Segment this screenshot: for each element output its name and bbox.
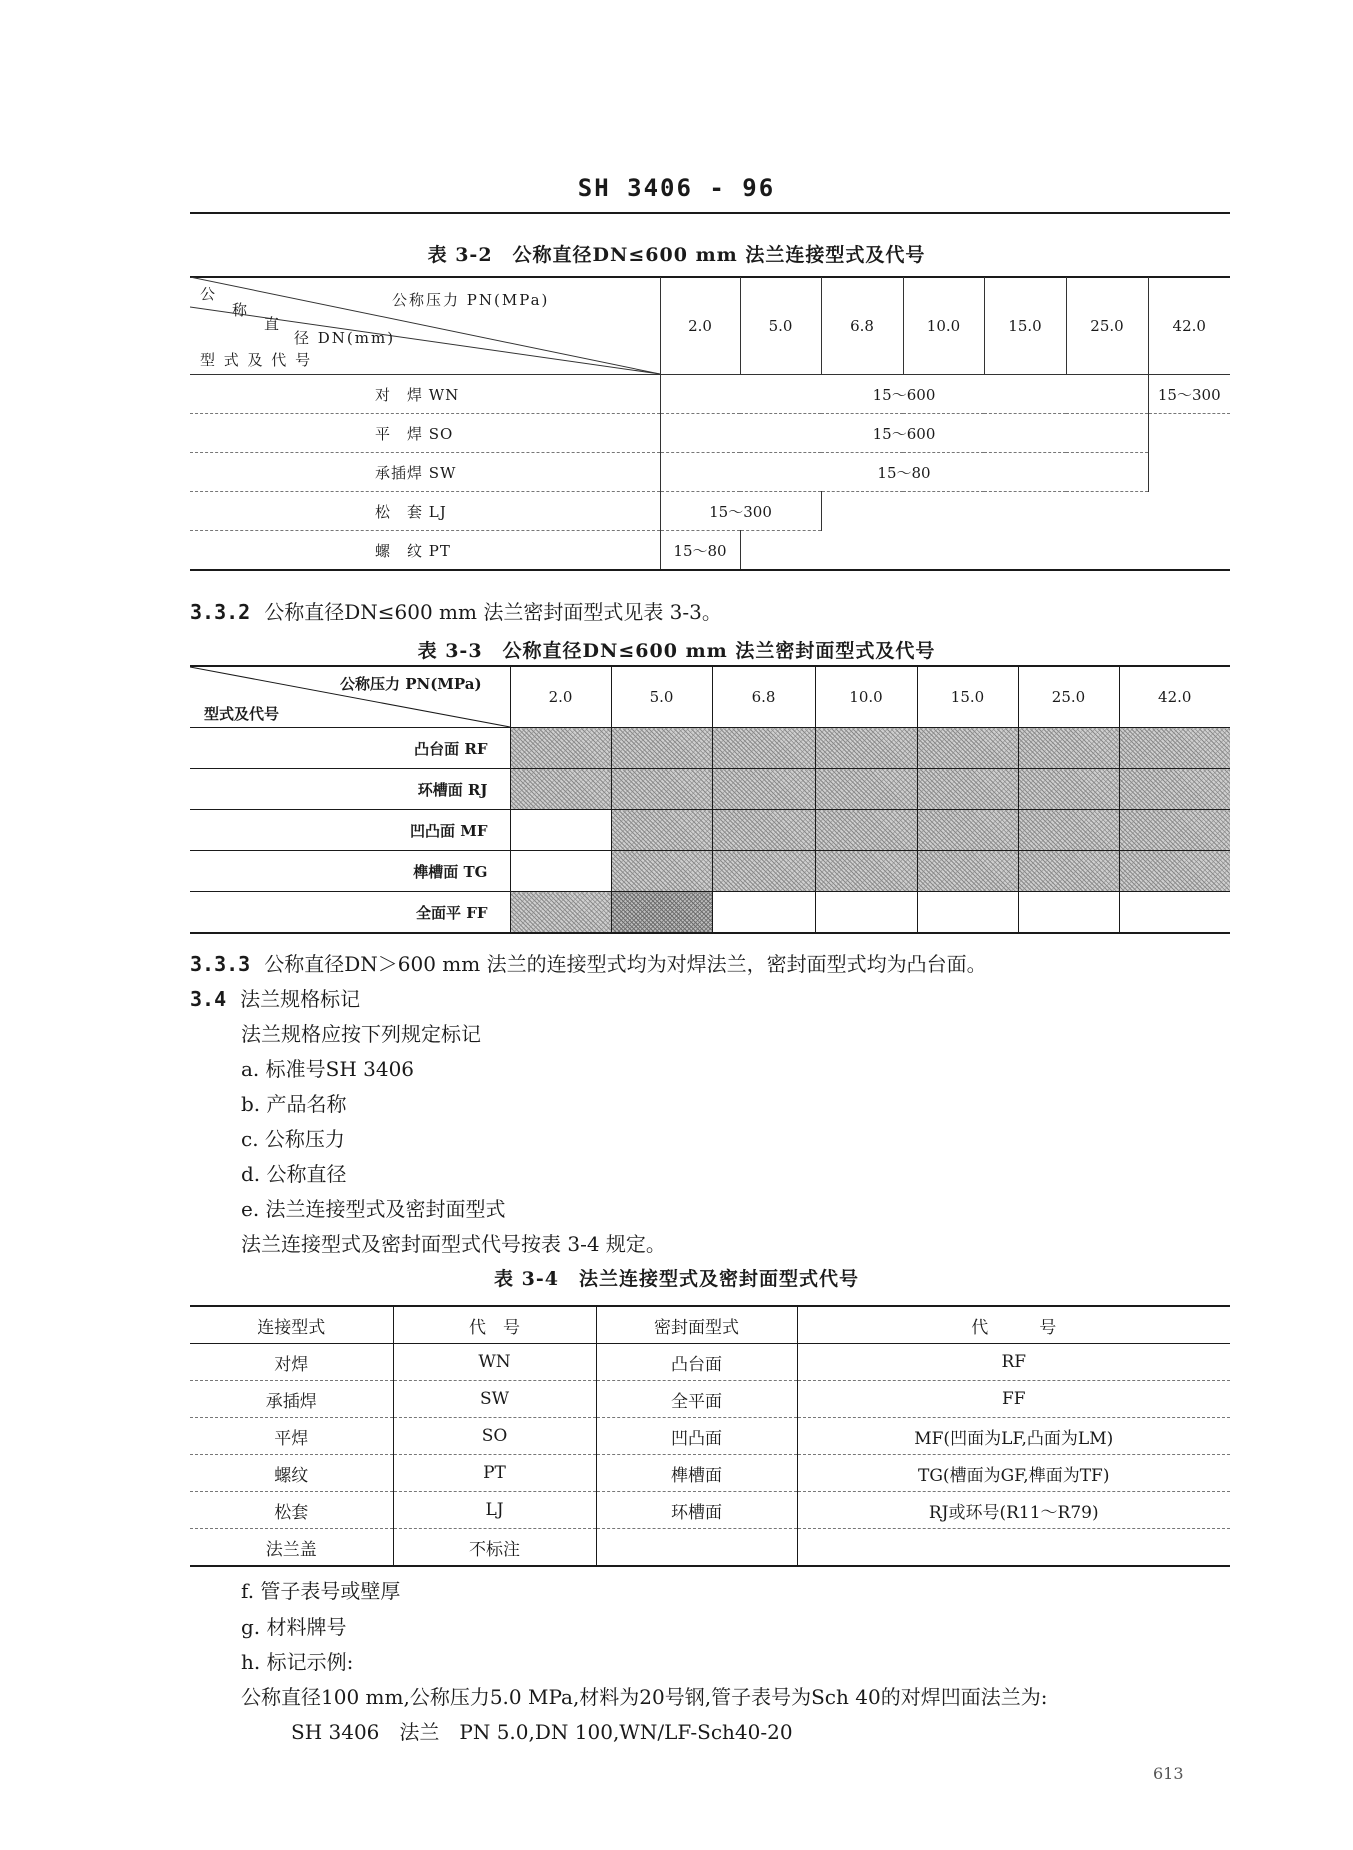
applicable-cell	[1119, 728, 1230, 769]
applicable-cell	[510, 728, 611, 769]
paragraph-text: 公称直径DN＞600 mm 法兰的连接型式均为对焊法兰，密封面型式均为凸台面。	[264, 952, 987, 976]
table-3-2-corner-cell	[190, 277, 660, 375]
applicable-cell	[712, 769, 815, 810]
row-label-pt: 螺 纹 PT	[190, 531, 660, 571]
document-header: SH 3406 - 96	[577, 174, 776, 202]
paragraph-text: 公称直径DN≤600 mm 法兰密封面型式见表 3-3。	[264, 600, 722, 624]
applicable-cell	[611, 810, 712, 851]
header-connection-code: 代 号	[393, 1306, 596, 1344]
table-row	[190, 375, 1230, 414]
applicable-cell	[1119, 810, 1230, 851]
connection-type-cell: 对焊	[190, 1344, 393, 1381]
table-3-4-header-row	[190, 1306, 1230, 1344]
list-item: g. 材料牌号	[241, 1615, 347, 1639]
face-type-label: 环槽面 RJ	[190, 769, 510, 810]
face-type-cell	[596, 1529, 797, 1567]
applicable-cell	[712, 728, 815, 769]
connection-code-cell: WN	[393, 1344, 596, 1381]
paragraph-3-3-2	[190, 596, 722, 625]
face-type-label: 榫槽面 TG	[190, 851, 510, 892]
table-row	[190, 1344, 1230, 1381]
face-code-cell: MF(凹面为LF,凸面为LM)	[797, 1418, 1230, 1455]
applicable-cell	[611, 851, 712, 892]
face-type-cell: 全平面	[596, 1381, 797, 1418]
applicable-cell	[1018, 810, 1119, 851]
applicable-cell	[1018, 728, 1119, 769]
list-item: d. 公称直径	[241, 1162, 347, 1186]
table-row	[190, 492, 1230, 531]
corner-pressure-label: 公称压力 PN(MPa)	[392, 291, 550, 309]
applicable-cell	[917, 769, 1018, 810]
applicable-cell	[712, 851, 815, 892]
applicable-cell	[1018, 851, 1119, 892]
intro-text: 法兰规格应按下列规定标记	[241, 1022, 481, 1046]
pressure-10-0: 10.0	[903, 277, 984, 375]
connection-code-cell: SO	[393, 1418, 596, 1455]
table-3-2-header-row	[190, 277, 1230, 375]
face-type-cell: 环槽面	[596, 1492, 797, 1529]
header-connection-type: 连接型式	[190, 1306, 393, 1344]
range-pt: 15～80	[660, 531, 740, 571]
pressure-6-8: 6.8	[712, 666, 815, 728]
corner-char-2: 称	[232, 301, 250, 319]
table-row	[190, 453, 1230, 492]
section-title: 法兰规格标记	[240, 987, 361, 1011]
range-wn: 15～600	[660, 375, 1148, 414]
corner-pressure-label: 公称压力 PN(MPa)	[340, 675, 482, 693]
page-number: 613	[1153, 1764, 1184, 1783]
row-label-wn: 对 焊 WN	[190, 375, 660, 414]
section-number: 3.3.2	[190, 600, 251, 624]
header-face-type: 密封面型式	[596, 1306, 797, 1344]
corner-diameter-label: 径 DN(mm)	[294, 329, 396, 347]
list-item: a. 标准号SH 3406	[241, 1057, 415, 1081]
section-number: 3.3.3	[190, 952, 251, 976]
table-3-4	[190, 1305, 1230, 1567]
list-item: e. 法兰连接型式及密封面型式	[241, 1197, 506, 1221]
connection-code-cell: LJ	[393, 1492, 596, 1529]
corner-char-3: 直	[264, 315, 282, 333]
empty-cell	[1148, 414, 1230, 453]
applicable-cell	[815, 769, 917, 810]
applicable-cell	[611, 728, 712, 769]
applicable-cell	[510, 892, 611, 934]
table-3-4-reference: 法兰连接型式及密封面型式代号按表 3-4 规定。	[241, 1232, 666, 1256]
applicable-cell	[917, 728, 1018, 769]
not-applicable-cell	[712, 892, 815, 934]
table-3-2	[190, 277, 1230, 571]
applicable-cell	[510, 769, 611, 810]
pressure-25-0: 25.0	[1066, 277, 1148, 375]
row-label-sw: 承插焊 SW	[190, 453, 660, 492]
applicable-cell	[1119, 851, 1230, 892]
list-item: b. 产品名称	[241, 1092, 347, 1116]
pressure-6-8: 6.8	[821, 277, 903, 375]
applicable-cell	[712, 810, 815, 851]
applicable-cell	[917, 810, 1018, 851]
not-applicable-cell	[510, 851, 611, 892]
connection-code-cell: 不标注	[393, 1529, 596, 1567]
table-3-4-body	[190, 1344, 1230, 1567]
range-wn-42: 15～300	[1148, 375, 1230, 414]
face-type-cell: 凹凸面	[596, 1418, 797, 1455]
applicable-cell	[611, 769, 712, 810]
applicable-cell	[815, 851, 917, 892]
header-rule	[190, 212, 1230, 214]
row-label-so: 平 焊 SO	[190, 414, 660, 453]
range-so: 15～600	[660, 414, 1148, 453]
range-sw: 15～80	[660, 453, 1148, 492]
pressure-2-0: 2.0	[660, 277, 740, 375]
table-3-3-caption: 表 3-3 公称直径DN≤600 mm 法兰密封面型式及代号	[417, 640, 936, 662]
empty-cell	[1148, 453, 1230, 492]
connection-type-cell: 松套	[190, 1492, 393, 1529]
connection-code-cell: SW	[393, 1381, 596, 1418]
not-applicable-cell	[1018, 892, 1119, 934]
face-code-cell	[797, 1529, 1230, 1567]
table-row	[190, 810, 1230, 851]
row-label-lj: 松 套 LJ	[190, 492, 660, 531]
table-row	[190, 1381, 1230, 1418]
table-row	[190, 1455, 1230, 1492]
not-applicable-cell	[815, 892, 917, 934]
connection-code-cell: PT	[393, 1455, 596, 1492]
table-3-2-caption: 表 3-2 公称直径DN≤600 mm 法兰连接型式及代号	[427, 244, 926, 266]
pressure-42-0: 42.0	[1119, 666, 1230, 728]
section-number: 3.4	[190, 987, 227, 1011]
applicable-cell	[917, 851, 1018, 892]
table-row	[190, 892, 1230, 934]
applicable-cell	[1018, 769, 1119, 810]
face-code-cell: FF	[797, 1381, 1230, 1418]
face-code-cell: TG(槽面为GF,榫面为TF)	[797, 1455, 1230, 1492]
not-applicable-cell	[1119, 892, 1230, 934]
face-type-label: 凸台面 RF	[190, 728, 510, 769]
face-code-cell: RJ或环号(R11～R79)	[797, 1492, 1230, 1529]
pressure-15-0: 15.0	[984, 277, 1066, 375]
table-3-4-caption: 表 3-4 法兰连接型式及密封面型式代号	[494, 1268, 859, 1290]
connection-type-cell: 法兰盖	[190, 1529, 393, 1567]
range-lj: 15～300	[660, 492, 821, 531]
table-row	[190, 1529, 1230, 1567]
connection-type-cell: 平焊	[190, 1418, 393, 1455]
pressure-2-0: 2.0	[510, 666, 611, 728]
table-row	[190, 1492, 1230, 1529]
empty-cell	[740, 531, 1230, 571]
table-row	[190, 851, 1230, 892]
face-type-cell: 凸台面	[596, 1344, 797, 1381]
applicable-cell	[1119, 769, 1230, 810]
connection-type-cell: 螺纹	[190, 1455, 393, 1492]
list-item: c. 公称压力	[241, 1127, 345, 1151]
header-face-code: 代 号	[797, 1306, 1230, 1344]
empty-cell	[821, 492, 1230, 531]
table-row	[190, 414, 1230, 453]
table-row	[190, 531, 1230, 571]
not-applicable-cell	[917, 892, 1018, 934]
pressure-5-0: 5.0	[611, 666, 712, 728]
table-row	[190, 728, 1230, 769]
pressure-25-0: 25.0	[1018, 666, 1119, 728]
table-row	[190, 769, 1230, 810]
section-3-4-heading	[190, 983, 360, 1012]
pressure-10-0: 10.0	[815, 666, 917, 728]
face-code-cell: RF	[797, 1344, 1230, 1381]
example-description: 公称直径100 mm,公称压力5.0 MPa,材料为20号钢,管子表号为Sch 40的对焊凹面法兰为:	[241, 1685, 1048, 1709]
corner-type-label: 型 式 及 代 号	[200, 351, 313, 369]
table-3-3-body	[190, 728, 1230, 934]
table-3-3-corner-cell	[190, 666, 510, 728]
applicable-cell	[815, 810, 917, 851]
pressure-5-0: 5.0	[740, 277, 821, 375]
not-applicable-cell	[510, 810, 611, 851]
pressure-42-0: 42.0	[1148, 277, 1230, 375]
list-item: h. 标记示例:	[241, 1650, 354, 1674]
table-3-3-header-row	[190, 666, 1230, 728]
corner-char-1: 公	[200, 285, 218, 303]
applicable-cell	[611, 892, 712, 934]
paragraph-3-3-3	[190, 948, 987, 977]
list-item: f. 管子表号或壁厚	[241, 1579, 401, 1603]
table-3-3	[190, 665, 1230, 934]
table-row	[190, 1418, 1230, 1455]
face-type-cell: 榫槽面	[596, 1455, 797, 1492]
connection-type-cell: 承插焊	[190, 1381, 393, 1418]
face-type-label: 凹凸面 MF	[190, 810, 510, 851]
corner-type-label: 型式及代号	[204, 705, 280, 723]
example-marking: SH 3406 法兰 PN 5.0,DN 100,WN/LF-Sch40-20	[291, 1720, 793, 1744]
pressure-15-0: 15.0	[917, 666, 1018, 728]
face-type-label: 全面平 FF	[190, 892, 510, 934]
applicable-cell	[815, 728, 917, 769]
